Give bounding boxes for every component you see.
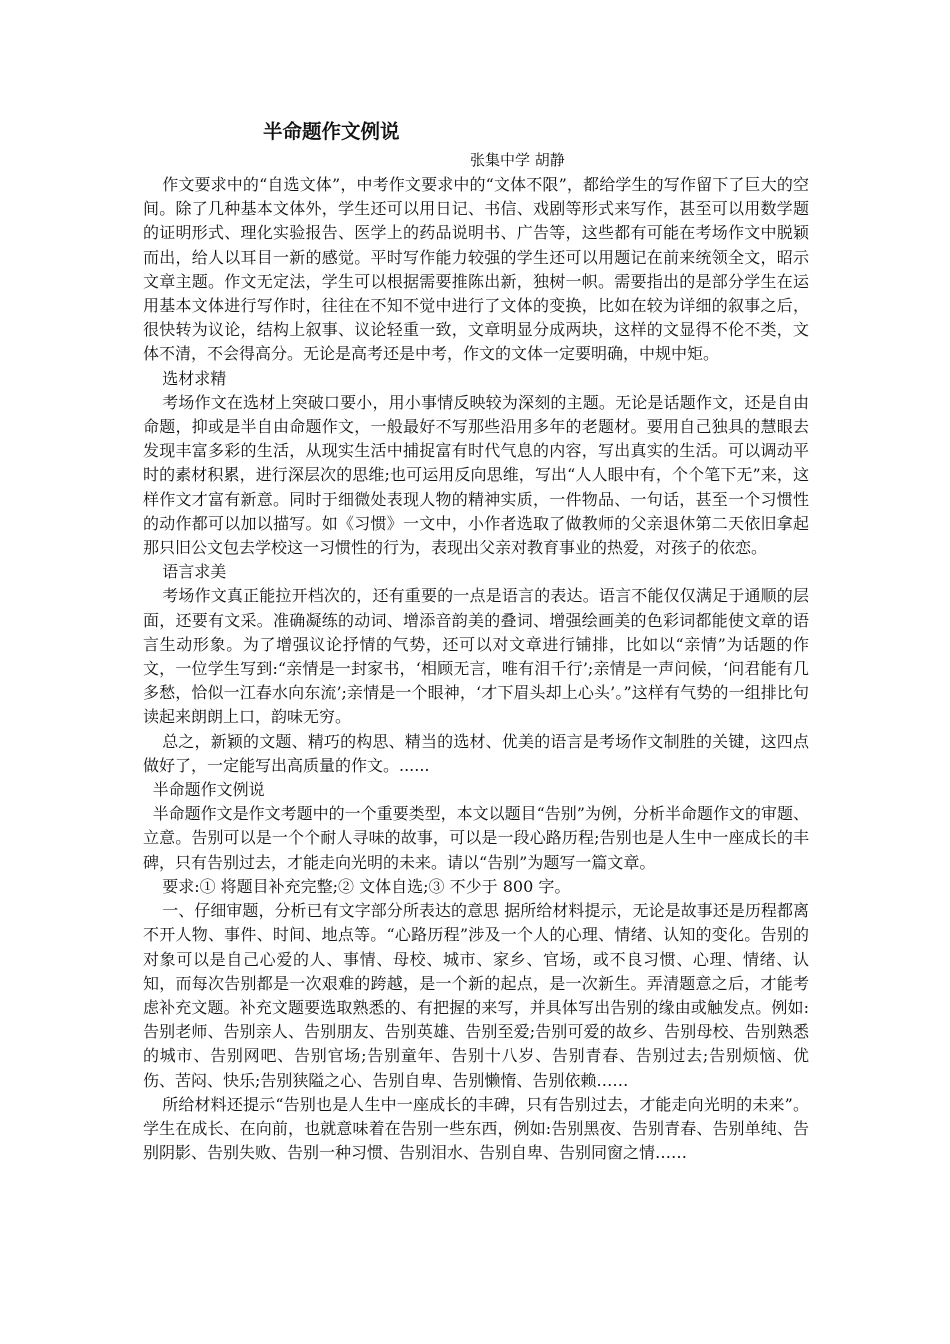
paragraph-analysis: 一、仔细审题，分析已有文字部分所表达的意思 据所给材料提示，无论是故事还是历程都离不开人物、事件、时间、地点等。“心路历程”涉及一个人的心理、情绪、认知的变化。告别的对象可以是自己心爱的人、事情、母校、城市、家乡、官场，或不良习惯、心理、情绪、认知，而每次告别都是一次艰难的跨越，是一个新的起点，是一次新生。弄清题意之后，才能考虑补充文题。补充文题要选取熟悉的、有把握的来写，并具体写出告别的缘由或触发点。例如:告别老师、告别亲人、告别朋友、告别英雄、告别至爱;告别可爱的故乡、告别母校、告别熟悉的城市、告别网吧、告别官场;告别童年、告别十八岁、告别青春、告别过去;告别烦恼、优伤、苦闷、快乐;告别狭隘之心、告别自卑、告别懒惰、告别依赖…… bbox=[143, 901, 809, 1090]
section-heading-material: 选材求精 bbox=[162, 368, 227, 388]
section-heading-language: 语言求美 bbox=[162, 562, 227, 582]
document-title: 半命题作文例说 bbox=[263, 120, 400, 143]
paragraph-requirements: 要求:① 将题目补充完整;② 文体自选;③ 不少于 800 字。 bbox=[162, 876, 571, 896]
paragraph-example-intro: 半命题作文是作文考题中的一个重要类型，本文以题目“告别”为例，分析半命题作文的审题、立意。告别可以是一个个耐人寻味的故事，可以是一段心路历程;告别也是人生中一座成长的丰碑，只有告别过去，才能走向光明的未来。请以“告别”为题写一篇文章。 bbox=[143, 804, 809, 872]
paragraph-material: 考场作文在选材上突破口要小，用小事情反映较为深刻的主题。无论是话题作文，还是自由命题，抑或是半自由命题作文，一般最好不写那些沿用多年的老题材。要用自己独具的慧眼去发现丰富多彩的生活，从现实生活中捕捉富有时代气息的内容，写出真实的生活。可以调动平时的素材积累，进行深层次的思维;也可运用反向思维，写出“人人眼中有，个个笔下无”来，这样作文才富有新意。同时于细微处表现人物的精神实质，一件物品、一句话，甚至一个习惯性的动作都可以加以描写。如《习惯》一文中，小作者选取了做教师的父亲退休第二天依旧拿起那只旧公文包去学校这一习惯性的行为，表现出父亲对教育事业的热爱，对孩子的依恋。 bbox=[143, 392, 809, 558]
author-byline: 张集中学 胡静 bbox=[470, 151, 565, 169]
paragraph-language: 考场作文真正能拉开档次的，还有重要的一点是语言的表达。语言不能仅仅满足于通顺的层面，还要有文采。准确凝练的动词、增添音韵美的叠词、增强绘画美的色彩词都能使文章的语言生动形象。为了增强议论抒情的气势，还可以对文章进行铺排，比如以“亲情”为话题的作文，一位学生写到:“亲情是一封家书，‘相顾无言，唯有泪千行’;亲情是一声问候，‘问君能有几多愁，恰似一江春水向东流’;亲情是一个眼神，‘才下眉头却上心头’。”这样有气势的一组排比句读起来朗朗上口，韵味无穷。 bbox=[143, 586, 809, 727]
section-heading-example: 半命题作文例说 bbox=[152, 780, 265, 800]
paragraph-intro: 作文要求中的“自选文体”，中考作文要求中的“文体不限”，都给学生的写作留下了巨大的空间。除了几种基本文体外，学生还可以用日记、书信、戏剧等形式来写作，甚至可以用数学题的证明形式、理化实验报告、医学上的药品说明书、广告等，这些都有可能在考场作文中脱颖而出，给人以耳目一新的感觉。平时写作能力较强的学生还可以用题记在前来统领全文，昭示文章主题。作文无定法，学生可以根据需要推陈出新，独树一帜。需要指出的是部分学生在运用基本文体进行写作时，往往在不知不觉中进行了文体的变换，比如在较为详细的叙事之后，很快转为议论，结构上叙事、议论轻重一致，文章明显分成两块，这样的文显得不伦不类，文体不清，不会得高分。无论是高考还是中考，作文的文体一定要明确，中规中矩。 bbox=[143, 175, 809, 364]
document-page bbox=[143, 118, 809, 1165]
paragraph-summary: 总之，新颖的文题、精巧的构思、精当的选材、优美的语言是考场作文制胜的关键，这四点做好了，一定能写出高质量的作文。...... bbox=[143, 731, 809, 775]
paragraph-material-hint: 所给材料还提示“告别也是人生中一座成长的丰碑，只有告别过去，才能走向光明的未来”。学生在成长、在向前，也就意味着在告别一些东西，例如:告别黑夜、告别青春、告别单纯、告别阴影、告别失败、告别一种习惯、告别泪水、告别自卑、告别同窗之情…… bbox=[143, 1094, 809, 1163]
